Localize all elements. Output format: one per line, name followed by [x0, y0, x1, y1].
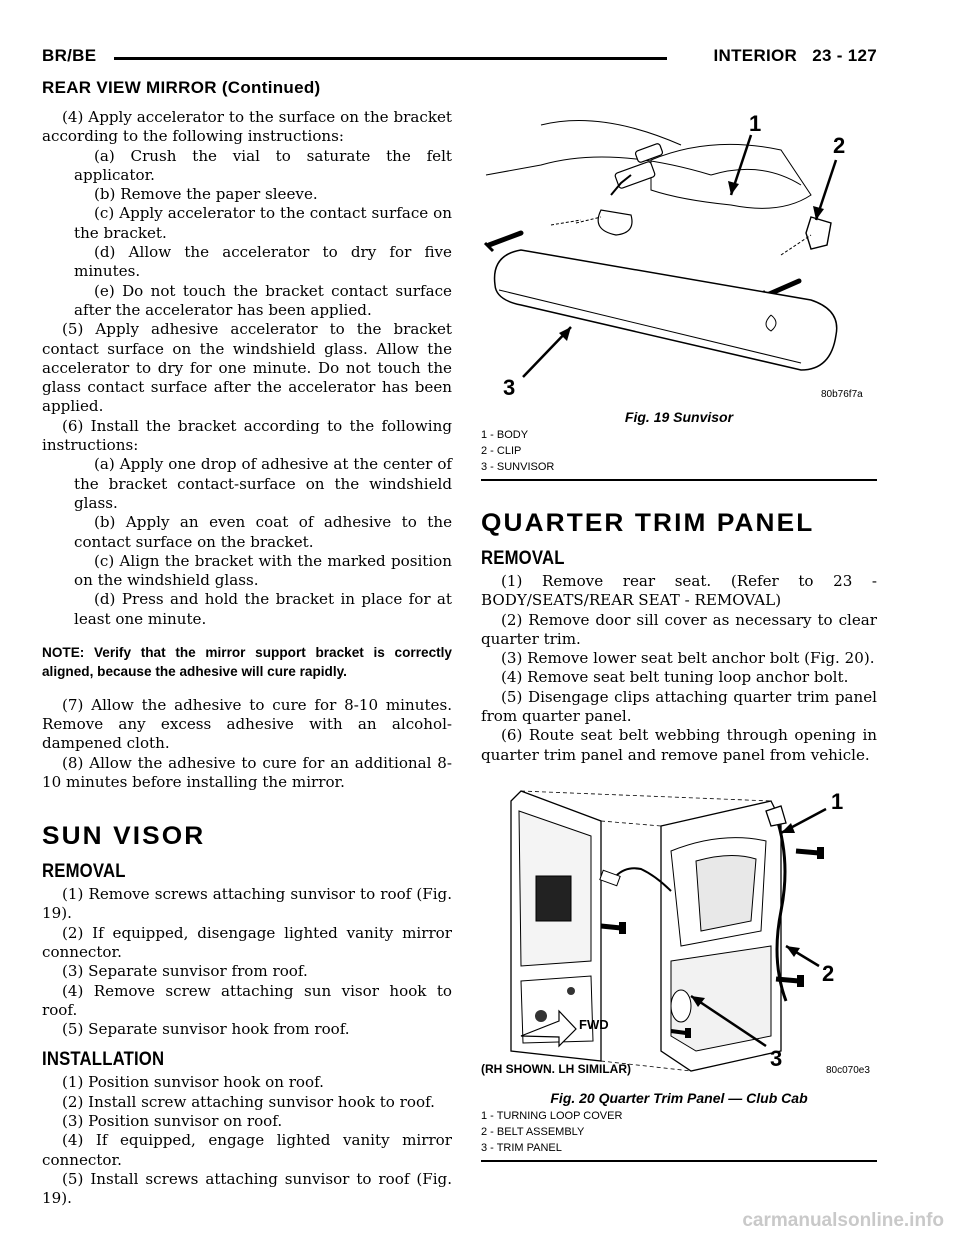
legend-item: 3 - SUNVISOR [481, 461, 555, 473]
installation-step: (4) If equipped, engage lighted vanity mirror connector. [42, 1131, 452, 1169]
figure-19 [481, 105, 877, 481]
step-7: (7) Allow the adhesive to cure for 8-10 minutes. Remove any excess adhesive with an alcohol-dampened cloth. [42, 695, 452, 753]
substep-c: (c) Apply accelerator to the contact surface on the bracket. [74, 204, 452, 242]
sunvisor-illustration [481, 105, 877, 405]
quarter-step: (6) Route seat belt webbing through opening in quarter trim panel and remove panel from vehicle. [481, 726, 877, 764]
substep-6a: (a) Apply one drop of adhesive at the center of the bracket contact-surface on the windshield glass. [74, 455, 452, 512]
figure-code: 80b76f7a [821, 389, 863, 400]
substep-b: (b) Remove the paper sleeve. [94, 185, 318, 204]
substep-e: (e) Do not touch the bracket contact surface after the accelerator has been applied. [74, 281, 452, 319]
figure-20-title: Fig. 20 Quarter Trim Panel — Club Cab [550, 1089, 808, 1106]
note: NOTE: Verify that the mirror support bracket is correctly aligned, because the adhesive will cure rapidly. [42, 645, 452, 680]
figure-20-legend [481, 1108, 877, 1156]
substep-6b: (b) Apply an even coat of adhesive to the contact surface on the bracket. [74, 513, 452, 551]
quarter-step: (4) Remove seat belt tuning loop anchor bolt. [501, 668, 849, 687]
bolt-icon [796, 847, 824, 859]
removal-step: (2) If equipped, disengage lighted vanity mirror connector. [42, 923, 452, 961]
figure-19-title: Fig. 19 Sunvisor [624, 409, 734, 425]
left-column [42, 108, 452, 1209]
legend-item: 1 - TURNING LOOP COVER [481, 1109, 623, 1122]
quarter-step: (3) Remove lower seat belt anchor bolt (Fig. 20). [501, 649, 875, 668]
callout-2: 2 [822, 960, 835, 986]
page-header [42, 46, 877, 72]
subsection-removal: REMOVAL [481, 548, 565, 569]
side-note: (RH SHOWN. LH SIMILAR) [481, 1061, 631, 1076]
figure-19-legend [481, 427, 877, 475]
callout-2: 2 [833, 133, 846, 158]
callout-1: 1 [831, 788, 844, 814]
continued-heading: REAR VIEW MIRROR (Continued) [42, 78, 321, 97]
step-6: (6) Install the bracket according to the following instructions: [42, 416, 452, 455]
subsection-installation: INSTALLATION [42, 1049, 165, 1071]
removal-step: (1) Remove screws attaching sunvisor to roof (Fig. 19). [42, 885, 452, 923]
step-8: (8) Allow the adhesive to cure for an additional 8-10 minutes before installing the mirror. [42, 753, 452, 791]
substep-6c: (c) Align the bracket with the marked position on the windshield glass. [74, 551, 452, 590]
callout-3: 3 [770, 1045, 783, 1071]
section-title-quarter-trim: QUARTER TRIM PANEL [481, 509, 815, 537]
screw-icon [485, 233, 521, 251]
header-rule [114, 57, 667, 60]
removal-step: (3) Separate sunvisor from roof. [62, 962, 308, 981]
installation-step: (3) Position sunvisor on roof. [62, 1112, 283, 1131]
figure-rule [481, 479, 877, 481]
installation-step: (5) Install screws attaching sunvisor to roof (Fig. 19). [42, 1169, 452, 1208]
bolt-icon [601, 922, 626, 934]
quarter-step: (1) Remove rear seat. (Refer to 23 - BODY/SEATS/REAR SEAT - REMOVAL) [481, 572, 877, 610]
substep-6d: (d) Press and hold the bracket in place for at least one minute. [74, 590, 452, 628]
legend-item: 2 - CLIP [481, 445, 522, 457]
callout-1: 1 [749, 111, 762, 136]
subsection-removal: REMOVAL [42, 861, 126, 883]
figure-20 [481, 781, 877, 1162]
installation-step: (1) Position sunvisor hook on roof. [62, 1073, 324, 1092]
quarter-trim-illustration [481, 781, 877, 1086]
step-4: (4) Apply accelerator to the surface on the bracket according to the following instructions: [42, 108, 452, 146]
section-title-sun-visor: SUN VISOR [42, 822, 206, 851]
quarter-step: (5) Disengage clips attaching quarter trim panel from quarter panel. [481, 687, 877, 726]
legend-item: 2 - BELT ASSEMBLY [481, 1125, 585, 1138]
quarter-step: (2) Remove door sill cover as necessary to clear quarter trim. [481, 610, 877, 648]
fwd-label: FWD [579, 1016, 609, 1032]
removal-step: (5) Separate sunvisor hook from roof. [62, 1020, 350, 1039]
removal-step: (4) Remove screw attaching sun visor hook to roof. [42, 981, 452, 1019]
callout-3: 3 [503, 375, 516, 400]
substep-d: (d) Allow the accelerator to dry for five minutes. [74, 243, 452, 281]
installation-step: (2) Install screw attaching sunvisor hook to roof. [62, 1092, 435, 1111]
legend-item: 1 - BODY [481, 429, 529, 441]
figure-code: 80c070e3 [826, 1064, 870, 1076]
step-5: (5) Apply adhesive accelerator to the bracket contact surface on the windshield glass. Allow the accelerator to dry for one minute. Do not touch the glass contact surface after the accelerator has been applied. [42, 320, 452, 416]
legend-item: 3 - TRIM PANEL [481, 1141, 562, 1154]
figure-rule [481, 1160, 877, 1162]
header-model: BR/BE [42, 46, 97, 65]
header-section-page: INTERIOR 23 - 127 [713, 46, 877, 65]
right-column [481, 105, 877, 1162]
watermark: carmanualsonline.info [742, 1210, 944, 1231]
substep-a: (a) Crush the vial to saturate the felt applicator. [74, 146, 452, 184]
